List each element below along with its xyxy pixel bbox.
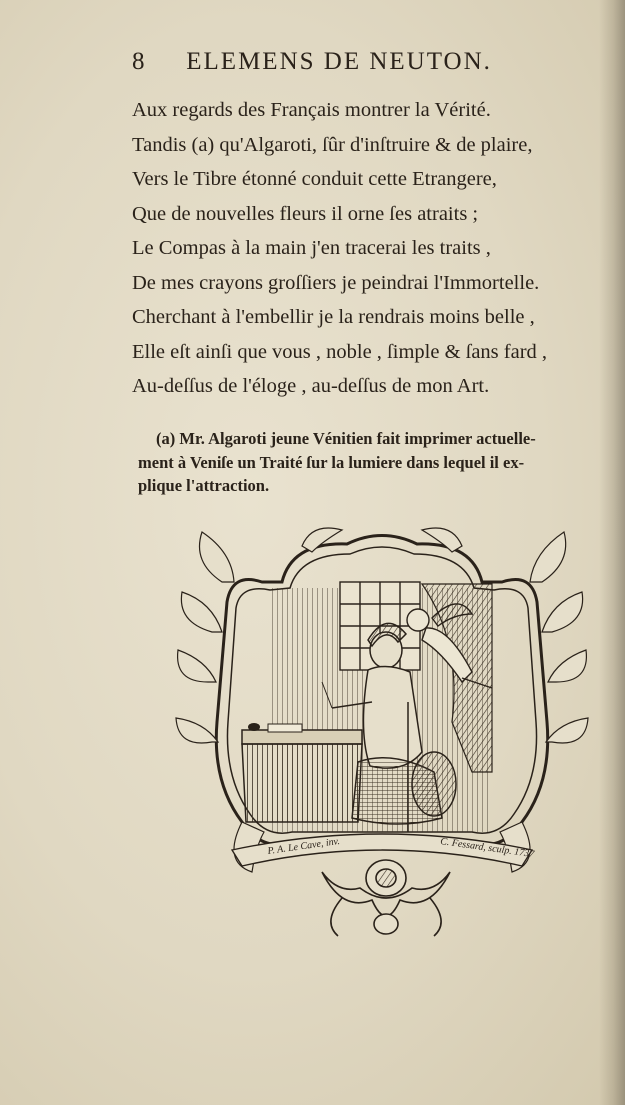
verse-line: Au-deſſus de l'éloge , au-deſſus de mon Art. [132,375,490,397]
page-number: 8 [132,48,147,75]
engraver-left: P. A. Le Cave, inv. [266,835,341,857]
running-header [132,48,552,76]
footnote-line: ment à Veniſe un Traité ſur la lumiere dans lequel il ex- [138,452,525,472]
engraved-vignette [172,522,592,947]
verse-line: Aux regards des Français montrer la Vérité. [132,99,491,121]
verse-line: Vers le Tibre étonné conduit cette Etrangere, [132,168,497,190]
footnote [138,427,618,498]
running-title: ELEMENS DE NEUTON. [186,48,492,75]
engraver-right: C. Fessard, sculp. 1737 [439,836,535,861]
writing-table [242,723,362,822]
shell-ornament [322,860,450,936]
verse-line: Elle eſt ainſi que vous , noble , ſimple & ſans fard , [132,340,548,363]
verse-line: De mes crayons groſſiers je peindrai l'Immortelle. [132,271,540,294]
verse-line: Cherchant à l'embellir je la rendrais moins belle , [132,306,535,328]
show-through-text [510,500,620,560]
verse-line: Le Compas à la main j'en tracerai les traits , [132,237,491,259]
verse-block [132,93,602,404]
footnote-line: (a) Mr. Algaroti jeune Vénitien fait imprimer actuelle- [156,429,536,448]
verse-line: Que de nouvelles fleurs il orne ſes atraits ; [132,202,479,225]
footnote-line: plique l'attraction. [138,476,270,495]
verse-line: Tandis (a) qu'Algaroti, ſûr d'inſtruire & de plaire, [132,133,533,156]
